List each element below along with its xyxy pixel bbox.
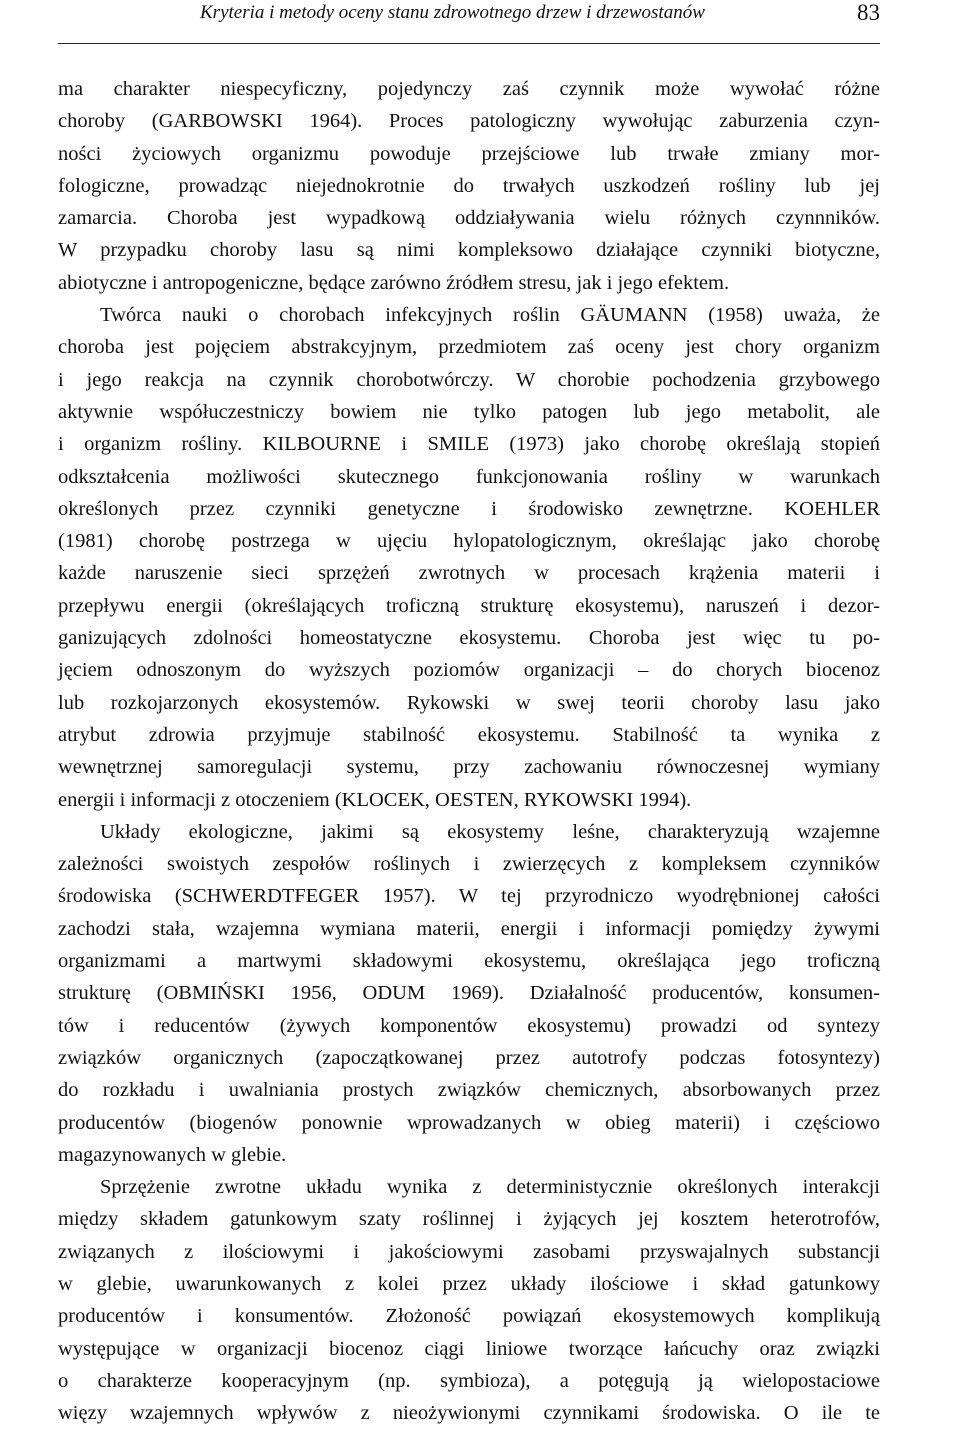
text-line: (1981) chorobę postrzega w ujęciu hylopatologicznym, określając jako chorobę [58, 530, 880, 553]
text-line: związków organicznych (zapoczątkowanej przez autotrofy podczas fotosyntezy) [58, 1046, 880, 1069]
text-line: zachodzi stała, wzajemna wymiana materii, energii i informacji pomiędzy żywymi [58, 917, 880, 940]
text-line: zamarcia. Choroba jest wypadkową oddziaływania wielu różnych czynnników. [58, 207, 880, 230]
text-line: i jego reakcja na czynnik chorobotwórczy. W chorobie pochodzenia grzybowego [58, 368, 880, 391]
text-line: określonych przez czynniki genetyczne i środowisko zewnętrzne. KOEHLER [58, 497, 880, 520]
text-line: producentów i konsumentów. Złożoność powiązań ekosystemowych komplikują [58, 1305, 880, 1328]
text-line: atrybut zdrowia przyjmuje stabilność ekosystemu. Stabilność ta wynika z [58, 723, 880, 746]
text-line: przepływu energii (określających troficzną strukturę ekosystemu), naruszeń i dezor- [58, 594, 880, 617]
text-line: zależności swoistych zespołów roślinych i zwierzęcych z kompleksem czynników [58, 853, 880, 876]
text-line: między składem gatunkowym szaty roślinnej i żyjących jej kosztem heterotrofów, [58, 1208, 880, 1231]
text-line: choroby (GARBOWSKI 1964). Proces patologiczny wywołując zaburzenia czyn- [58, 110, 880, 133]
text-line: w glebie, uwarunkowanych z kolei przez układy ilościowe i skład gatunkowy [58, 1272, 880, 1295]
text-line: ganizujących zdolności homeostatyczne ekosystemu. Choroba jest więc tu po- [58, 627, 880, 650]
text-line: występujące w organizacji biocenoz ciągi liniowe tworzące łańcuchy oraz związki [58, 1337, 880, 1360]
text-line: jęciem odnoszonym do wyższych poziomów organizacji – do chorych biocenoz [58, 659, 880, 682]
text-line: organizmami a martwymi składowymi ekosystemu, określająca jego troficzną [58, 950, 880, 973]
text-line: o charakterze kooperacyjnym (np. symbioza), a potęgują ją wielopostaciowe [58, 1369, 880, 1392]
text-line: odkształcenia możliwości skutecznego funkcjonowania rośliny w warunkach [58, 465, 880, 488]
text-line: producentów (biogenów ponownie wprowadzanych w obieg materii) i częściowo [58, 1111, 880, 1134]
paragraph [58, 816, 880, 1171]
text-line: każde naruszenie sieci sprzężeń zwrotnych w procesach krążenia materii i [58, 562, 880, 585]
page-number: 83 [857, 0, 880, 25]
text-line: i organizm rośliny. KILBOURNE i SMILE (1973) jako chorobę określają stopień [58, 433, 880, 456]
text-line: ma charakter niespecyficzny, pojedynczy zaś czynnik może wywołać różne [58, 78, 880, 100]
header-rule [58, 43, 880, 44]
text-line: ności życiowych organizmu powoduje przejściowe lub trwałe zmiany mor- [58, 142, 880, 165]
text-line: choroba jest pojęciem abstrakcyjnym, przedmiotem zaś oceny jest chory organizm [58, 336, 880, 359]
running-header [58, 0, 880, 44]
paragraph [58, 73, 880, 299]
text-line: Układy ekologiczne, jakimi są ekosystemy leśne, charakteryzują wzajemne [100, 820, 880, 843]
text-line: tów i reducentów (żywych komponentów ekosystemu) prowadzi od syntezy [58, 1014, 880, 1037]
text-line: magazynowanych w glebie. [58, 1143, 287, 1166]
text-line: fologiczne, prowadząc niejednokrotnie do trwałych uszkodzeń rośliny lub jej [58, 174, 880, 197]
text-line: związanych z ilościowymi i jakościowymi zasobami przyswajalnych substancji [58, 1240, 880, 1263]
paragraph [58, 299, 880, 816]
text-line: abiotyczne i antropogeniczne, będące zarówno źródłem stresu, jak i jego efektem. [58, 271, 730, 294]
text-line: strukturę (OBMIŃSKI 1956, ODUM 1969). Działalność producentów, konsumen- [58, 982, 880, 1005]
text-line: energii i informacji z otoczeniem (KLOCEK, OESTEN, RYKOWSKI 1994). [58, 788, 692, 811]
text-line: W przypadku choroby lasu są nimi kompleksowo działające czynniki biotyczne, [58, 239, 880, 262]
text-line: wewnętrznej samoregulacji systemu, przy zachowaniu równoczesnej wymiany [58, 756, 880, 779]
body-text [58, 73, 880, 1429]
running-title: Kryteria i metody oceny stanu zdrowotnego drzew i drzewostanów [200, 2, 705, 23]
text-line: lub rozkojarzonych ekosystemów. Rykowski w swej teorii choroby lasu jako [58, 691, 880, 714]
text-line: więzy wzajemnych wpływów z nieożywionymi czynnikami środowiska. O ile te [58, 1402, 880, 1425]
text-line: aktywnie współuczestniczy bowiem nie tylko patogen lub jego metabolit, ale [58, 400, 880, 423]
text-line: do rozkładu i uwalniania prostych związków chemicznych, absorbowanych przez [58, 1079, 880, 1102]
text-line: Sprzężenie zwrotne układu wynika z deterministycznie określonych interakcji [100, 1176, 880, 1199]
paragraph [58, 1171, 880, 1429]
text-line: środowiska (SCHWERDTFEGER 1957). W tej przyrodniczo wyodrębnionej całości [58, 885, 880, 908]
text-line: Twórca nauki o chorobach infekcyjnych roślin GÄUMANN (1958) uważa, że [100, 304, 880, 327]
